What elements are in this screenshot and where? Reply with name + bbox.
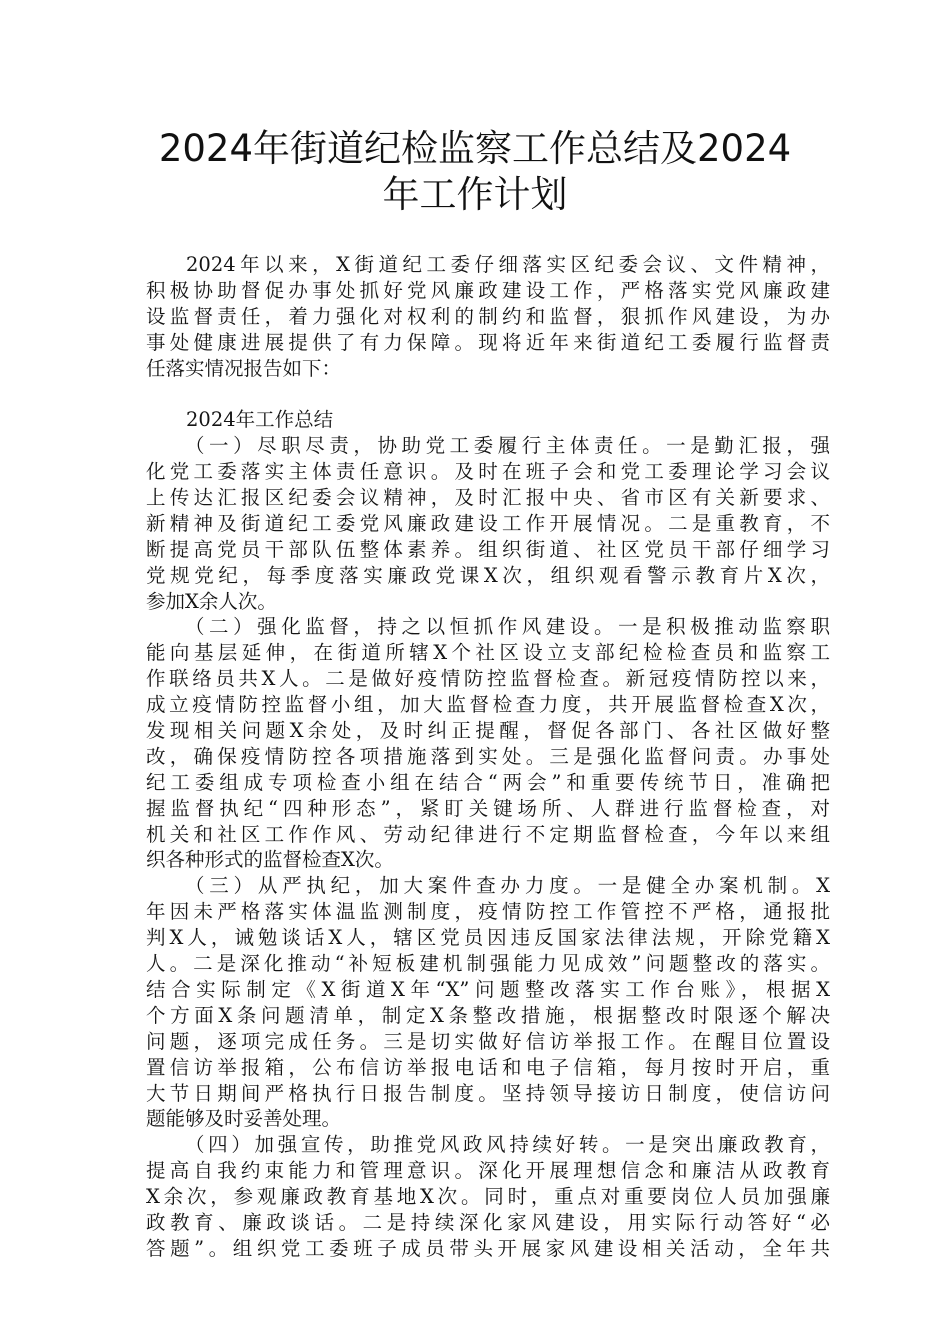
paragraph	[146, 433, 830, 614]
intro-paragraph	[146, 252, 830, 381]
paragraph-line: 新精神及街道纪工委党风廉政建设工作开展情况。二是重教育，不	[146, 511, 830, 535]
intro-line: 积极协助督促办事处抓好党风廉政建设工作，严格落实党风廉政建	[146, 278, 830, 302]
paragraph-line: 政教育、廉政谈话。二是持续深化家风建设，用实际行动答好“必	[146, 1210, 830, 1234]
paragraph-line: 答题”。组织党工委班子成员带头开展家风建设相关活动，全年共	[146, 1236, 830, 1260]
paragraph-line: 发现相关问题X余处，及时纠正提醒，督促各部门、各社区做好整	[146, 719, 830, 743]
paragraph-line: 织各种形式的监督检查X次。	[146, 848, 394, 872]
paragraph-line: 改，确保疫情防控各项措施落到实处。三是强化监督问责。办事处	[146, 744, 830, 768]
paragraph-line: 握监督执纪“四种形态”，紧盯关键场所、人群进行监督检查，对	[146, 796, 830, 820]
intro-line: 任落实情况报告如下：	[146, 356, 342, 380]
paragraph-line: 题能够及时妥善处理。	[146, 1107, 342, 1131]
paragraph-line: 成立疫情防控监督小组，加大监督检查力度，共开展监督检查X次，	[146, 693, 830, 717]
paragraph-line: 参加X余人次。	[146, 589, 277, 613]
paragraph-line: （一）尽职尽责，协助党工委履行主体责任。一是勤汇报，强	[185, 434, 830, 458]
paragraph-line: 判X人，诫勉谈话X人，辖区党员因违反国家法律法规，开除党籍X	[146, 926, 830, 950]
paragraph-line: 提高自我约束能力和管理意识。深化开展理想信念和廉洁从政教育	[146, 1159, 830, 1183]
paragraph-line: 纪工委组成专项检查小组在结合“两会”和重要传统节日，准确把	[146, 770, 830, 794]
section-heading: 2024年工作总结	[186, 408, 334, 432]
paragraph-line: 年因未严格落实体温监测制度，疫情防控工作管控不严格，通报批	[146, 900, 830, 924]
paragraph-line: X余次，参观廉政教育基地X次。同时，重点对重要岗位人员加强廉	[146, 1185, 830, 1209]
paragraph-line: 机关和社区工作作风、劳动纪律进行不定期监督检查，今年以来组	[146, 822, 830, 846]
paragraph-line: 作联络员共X人。二是做好疫情防控监督检查。新冠疫情防控以来，	[146, 667, 830, 691]
paragraph-line: 党规党纪，每季度落实廉政党课X次，组织观看警示教育片X次，	[146, 563, 830, 587]
body-paragraphs	[146, 433, 830, 1262]
paragraph-line: 大节日期间严格执行日报告制度。坚持领导接访日制度，使信访问	[146, 1081, 830, 1105]
paragraph-line: （四）加强宣传，助推党风政风持续好转。一是突出廉政教育，	[185, 1133, 830, 1157]
paragraph-line: 能向基层延伸，在街道所辖X个社区设立支部纪检检查员和监察工	[146, 641, 830, 665]
paragraph	[146, 614, 830, 873]
title-line-2: 年工作计划	[382, 173, 568, 216]
paragraph-line: 个方面X条问题清单，制定X条整改措施，根据整改时限逐个解决	[146, 1003, 830, 1027]
title-line-1: 2024年街道纪检监察工作总结及2024	[158, 127, 792, 170]
intro-line: 设监督责任，着力强化对权利的制约和监督，狠抓作风建设，为办	[146, 304, 830, 328]
paragraph-line: 置信访举报箱，公布信访举报电话和电子信箱，每月按时开启，重	[146, 1055, 830, 1079]
paragraph-line: 化党工委落实主体责任意识。及时在班子会和党工委理论学习会议	[146, 460, 830, 484]
paragraph-line: 断提高党员干部队伍整体素养。组织街道、社区党员干部仔细学习	[146, 537, 830, 561]
document-body	[146, 252, 830, 1262]
paragraph-line: 结合实际制定《X街道X年“X”问题整改落实工作台账》，根据X	[146, 977, 830, 1001]
intro-line: 事处健康进展提供了有力保障。现将近年来街道纪工委履行监督责	[146, 330, 830, 354]
paragraph-line: （三）从严执纪，加大案件查办力度。一是健全办案机制。X	[185, 874, 830, 898]
paragraph-line: （二）强化监督，持之以恒抓作风建设。一是积极推动监察职	[185, 615, 830, 639]
paragraph-line: 问题，逐项完成任务。三是切实做好信访举报工作。在醒目位置设	[146, 1029, 830, 1053]
intro-line: 2024年以来，X街道纪工委仔细落实区纪委会议、文件精神，	[186, 253, 830, 276]
paragraph	[146, 873, 830, 1132]
paragraph	[146, 1132, 830, 1261]
paragraph-line: 上传达汇报区纪委会议精神，及时汇报中央、省市区有关新要求、	[146, 486, 830, 510]
paragraph-line: 人。二是深化推动“补短板建机制强能力见成效”问题整改的落实。	[146, 952, 830, 976]
document-title	[100, 126, 850, 218]
